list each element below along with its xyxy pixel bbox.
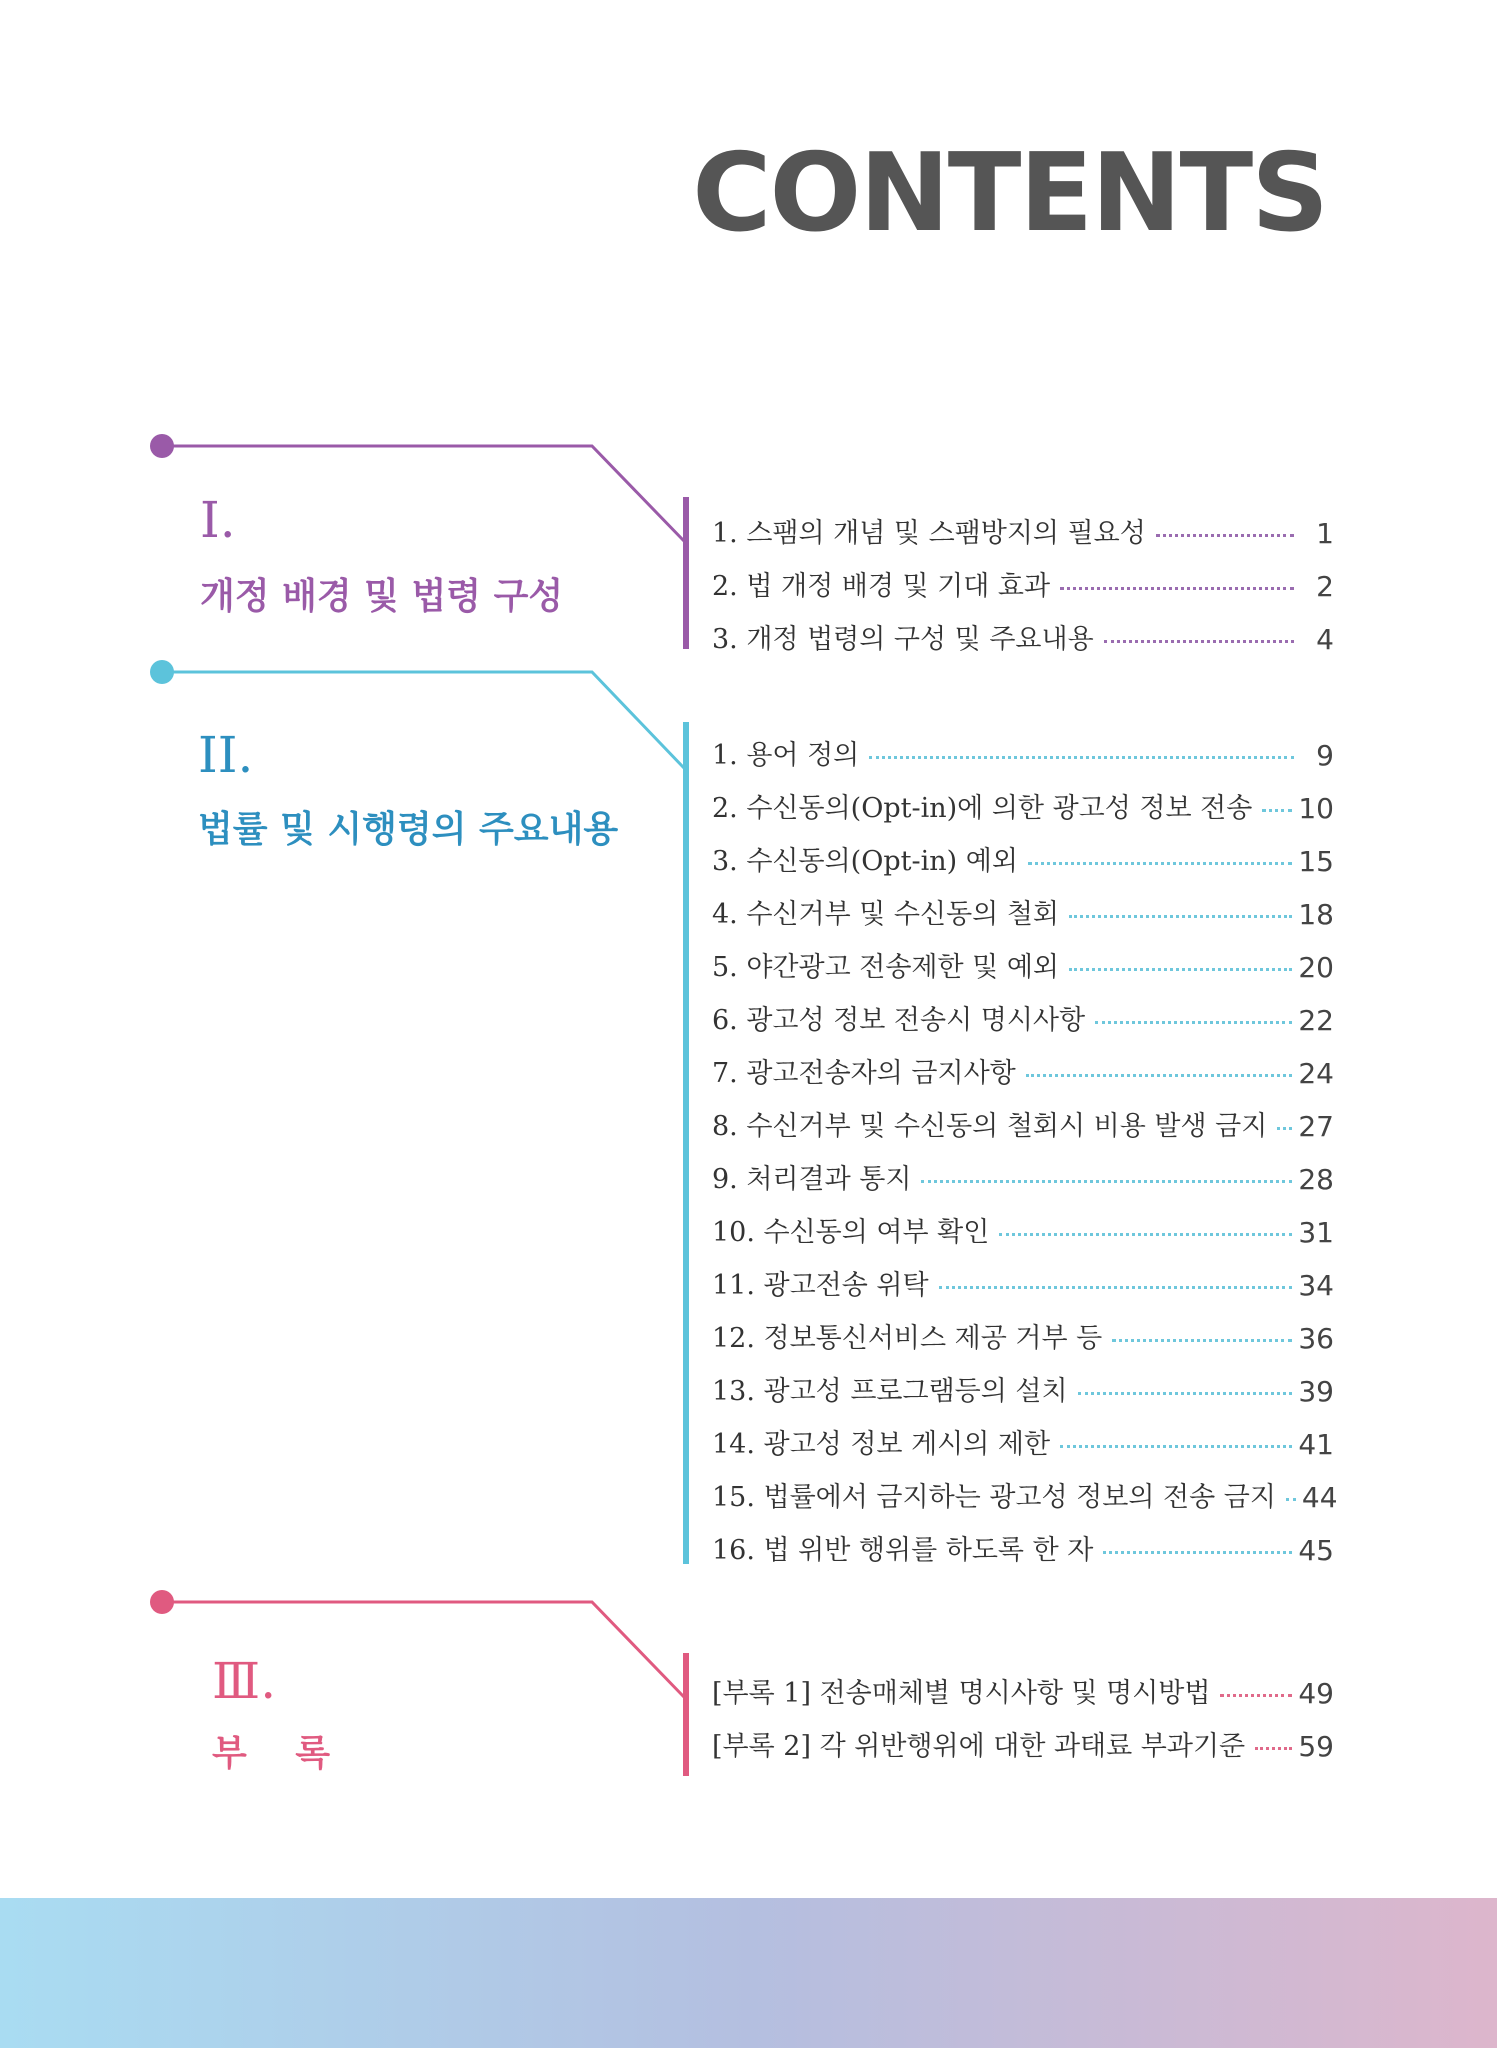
footer-gradient-band xyxy=(0,1898,1497,2048)
toc-entry-page: 20 xyxy=(1298,951,1334,984)
toc-entry-label: 10. 수신동의 여부 확인 xyxy=(712,1217,990,1248)
toc-entry-page: 4 xyxy=(1316,623,1334,656)
toc-entry-label: 3. 수신동의(Opt-in) 예외 xyxy=(712,846,1018,877)
toc-leader xyxy=(1156,534,1294,537)
section-1-toc xyxy=(712,497,1334,656)
toc-entry[interactable] xyxy=(712,1355,1334,1408)
section-2-numeral: II. xyxy=(198,726,254,784)
toc-entry-label: 4. 수신거부 및 수신동의 철회 xyxy=(712,899,1059,930)
toc-entry-label: [부록 1] 전송매체별 명시사항 및 명시방법 xyxy=(712,1678,1211,1709)
toc-entry-page: 18 xyxy=(1298,898,1334,931)
toc-entry[interactable] xyxy=(712,603,1334,656)
toc-entry-label: 12. 정보통신서비스 제공 거부 등 xyxy=(712,1323,1103,1354)
section-3-bar xyxy=(683,1653,689,1776)
toc-leader xyxy=(1255,1747,1292,1750)
toc-entry-label: 1. 용어 정의 xyxy=(712,740,860,771)
toc-entry[interactable] xyxy=(712,1514,1334,1567)
section-2-title: 법률 및 시행령의 주요내용 xyxy=(198,808,619,850)
toc-leader xyxy=(999,1233,1292,1236)
toc-entry-label: 15. 법률에서 금지하는 광고성 정보의 전송 금지 xyxy=(712,1482,1276,1513)
toc-leader xyxy=(1112,1339,1292,1342)
toc-entry-page: 49 xyxy=(1298,1677,1334,1710)
toc-entry-label: [부록 2] 각 위반행위에 대한 과태료 부과기준 xyxy=(712,1731,1246,1762)
section-1-title: 개정 배경 및 법령 구성 xyxy=(200,575,564,617)
toc-entry-page: 2 xyxy=(1316,570,1334,603)
toc-entry-page: 31 xyxy=(1298,1216,1334,1249)
toc-entry-page: 36 xyxy=(1298,1322,1334,1355)
toc-entry[interactable] xyxy=(712,1408,1334,1461)
toc-entry-page: 10 xyxy=(1298,792,1334,825)
toc-entry[interactable] xyxy=(712,1143,1334,1196)
page-title: CONTENTS xyxy=(692,131,1327,256)
toc-entry-label: 1. 스팸의 개념 및 스팸방지의 필요성 xyxy=(712,518,1146,549)
section-3-toc xyxy=(712,1657,1334,1763)
toc-entry-label: 2. 수신동의(Opt-in)에 의한 광고성 정보 전송 xyxy=(712,793,1253,824)
toc-entry-page: 28 xyxy=(1298,1163,1334,1196)
toc-entry-page: 1 xyxy=(1316,517,1334,550)
toc-leader xyxy=(1095,1021,1292,1024)
toc-entry-label: 13. 광고성 프로그램등의 설치 xyxy=(712,1376,1068,1407)
section-1-numeral: I. xyxy=(200,491,236,549)
toc-entry-page: 24 xyxy=(1298,1057,1334,1090)
toc-entry[interactable] xyxy=(712,984,1334,1037)
section-2-bar xyxy=(683,722,689,1564)
toc-entry[interactable] xyxy=(712,1249,1334,1302)
toc-leader xyxy=(1262,809,1292,812)
toc-entry[interactable] xyxy=(712,1090,1334,1143)
toc-entry-label: 16. 법 위반 행위를 하도록 한 자 xyxy=(712,1535,1094,1566)
toc-entry-label: 5. 야간광고 전송제한 및 예외 xyxy=(712,952,1059,983)
toc-entry[interactable] xyxy=(712,719,1334,772)
section-1-bar xyxy=(683,497,689,649)
toc-entry-label: 8. 수신거부 및 수신동의 철회시 비용 발생 금지 xyxy=(712,1111,1268,1142)
toc-entry[interactable] xyxy=(712,550,1334,603)
section-3-title: 부 록 xyxy=(212,1732,349,1774)
toc-leader xyxy=(869,756,1294,759)
toc-entry-page: 22 xyxy=(1298,1004,1334,1037)
toc-leader xyxy=(1026,1074,1293,1077)
toc-entry-label: 3. 개정 법령의 구성 및 주요내용 xyxy=(712,624,1094,655)
toc-entry-label: 7. 광고전송자의 금지사항 xyxy=(712,1058,1016,1089)
toc-entry-page: 39 xyxy=(1298,1375,1334,1408)
toc-leader xyxy=(1078,1392,1293,1395)
toc-entry-page: 45 xyxy=(1298,1534,1334,1567)
toc-leader xyxy=(1060,1445,1292,1448)
toc-leader xyxy=(1277,1127,1292,1130)
toc-leader xyxy=(1028,862,1292,865)
toc-entry[interactable] xyxy=(712,772,1334,825)
toc-entry-label: 2. 법 개정 배경 및 기대 효과 xyxy=(712,571,1051,602)
toc-entry-label: 14. 광고성 정보 게시의 제한 xyxy=(712,1429,1051,1460)
section-3-numeral: Ⅲ. xyxy=(212,1652,277,1710)
toc-entry-page: 34 xyxy=(1298,1269,1334,1302)
section-1-connector xyxy=(162,446,684,541)
toc-leader xyxy=(1069,968,1292,971)
toc-entry-page: 27 xyxy=(1298,1110,1334,1143)
toc-entry[interactable] xyxy=(712,825,1334,878)
toc-leader xyxy=(939,1286,1293,1289)
section-2-toc xyxy=(712,719,1338,1567)
toc-entry-page: 59 xyxy=(1298,1730,1334,1763)
toc-entry-page: 44 xyxy=(1301,1481,1338,1514)
toc-entry[interactable] xyxy=(712,497,1334,550)
toc-entry[interactable] xyxy=(712,878,1334,931)
toc-leader xyxy=(1286,1498,1296,1501)
toc-entry[interactable] xyxy=(712,1037,1334,1090)
toc-entry-page: 15 xyxy=(1298,845,1334,878)
toc-leader xyxy=(921,1180,1292,1183)
toc-entry[interactable] xyxy=(712,1710,1334,1763)
toc-entry-label: 11. 광고전송 위탁 xyxy=(712,1270,929,1301)
toc-entry[interactable] xyxy=(712,1196,1334,1249)
toc-entry-page: 41 xyxy=(1298,1428,1334,1461)
toc-leader xyxy=(1103,1551,1292,1554)
toc-entry[interactable] xyxy=(712,1657,1334,1710)
toc-entry[interactable] xyxy=(712,1302,1334,1355)
toc-leader xyxy=(1220,1694,1292,1697)
toc-leader xyxy=(1104,640,1294,643)
toc-leader xyxy=(1069,915,1292,918)
toc-leader xyxy=(1060,587,1294,590)
toc-entry[interactable] xyxy=(712,931,1334,984)
toc-entry-page: 9 xyxy=(1316,739,1334,772)
toc-entry-label: 9. 처리결과 통지 xyxy=(712,1164,912,1195)
toc-entry-label: 6. 광고성 정보 전송시 명시사항 xyxy=(712,1005,1086,1036)
toc-entry[interactable] xyxy=(712,1461,1338,1514)
